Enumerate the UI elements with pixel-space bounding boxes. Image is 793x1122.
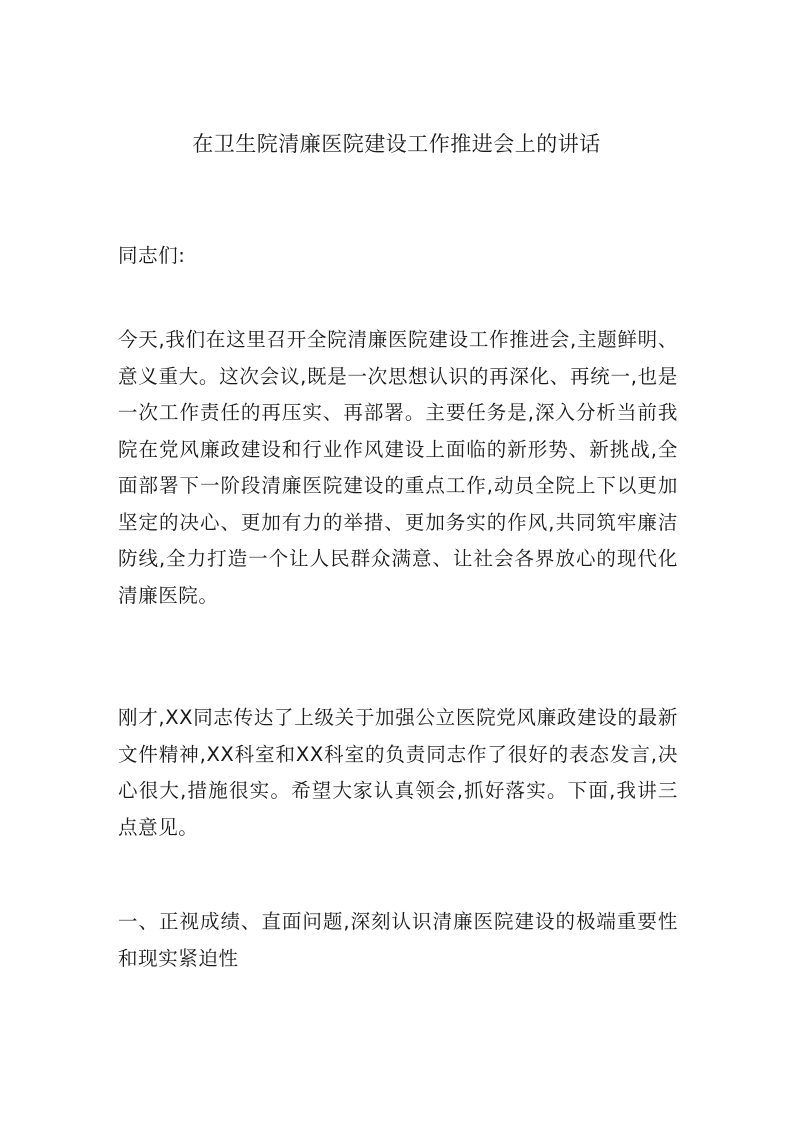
document-title: 在卫生院清廉医院建设工作推进会上的讲话 [192,132,601,156]
paragraph-report: 刚才,XX同志传达了上级关于加强公立医院党风廉政建设的最新文件精神,XX科室和XX科室的负责同志作了很好的表态发言,决心很大,措施很实。希望大家认真领会,抓好落实。下面,我讲三点意见。 [118,706,678,839]
salutation: 同志们: [118,244,186,267]
section-heading-one: 一、正视成绩、直面问题,深刻认识清廉医院建设的极端重要性和现实紧迫性 [118,910,678,970]
paragraph-intro: 今天,我们在这里召开全院清廉医院建设工作推进会,主题鲜明、意义重大。这次会议,既是一次思想认识的再深化、再统一,也是一次工作责任的再压实、再部署。主要任务是,深入分析当前我院在党风廉政建设和行业作风建设上面临的新形势、新挑战,全面部署下一阶段清廉医院建设的重点工作,动员全院上下以更加坚定的决心、更加有力的举措、更加务实的作风,共同筑牢廉洁防线,全力打造一个让人民群众满意、让社会各界放心的现代化清廉医院。 [118,328,678,607]
